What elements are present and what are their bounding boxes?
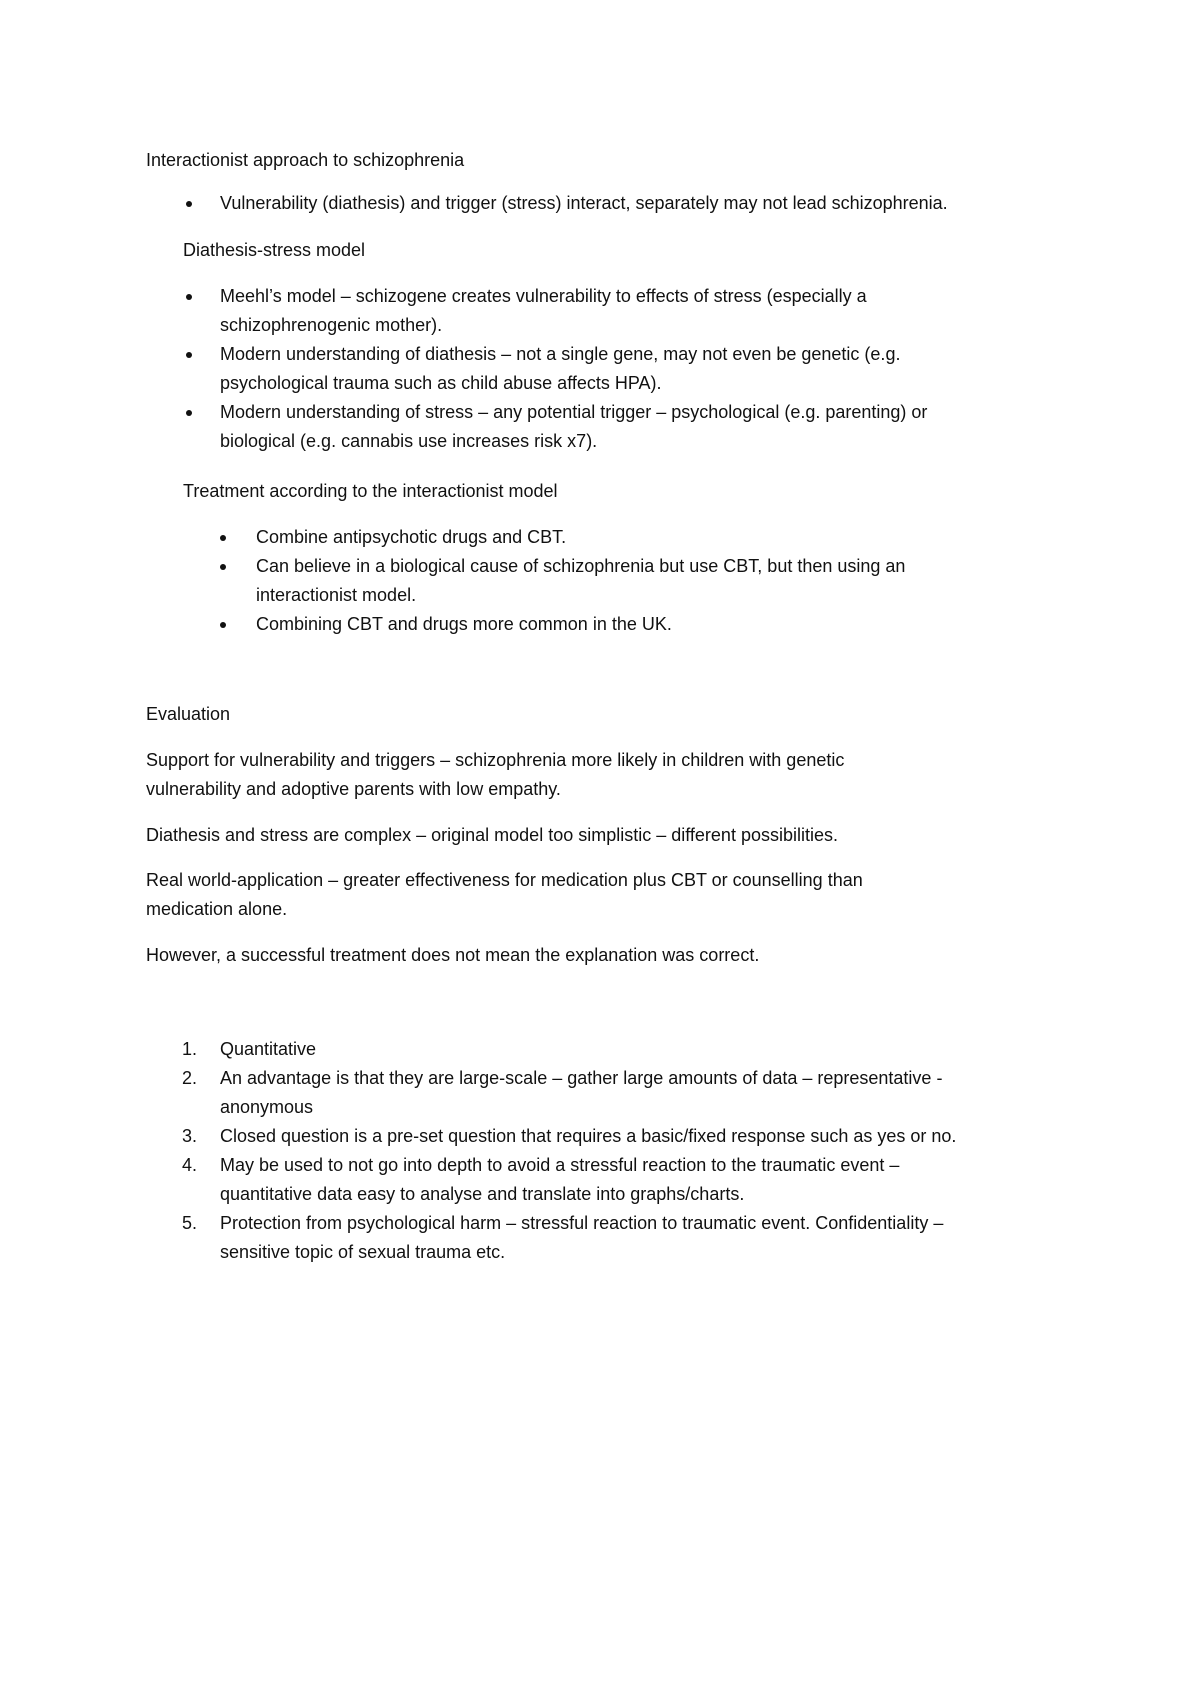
list-item — [146, 1122, 956, 1151]
diathesis-bullet-list — [146, 282, 927, 456]
list-item-text: Meehl’s model – schizogene creates vulnerability to effects of stress (especially a — [220, 286, 867, 306]
list-item — [146, 1035, 956, 1064]
list-item-text: Modern understanding of stress – any potential trigger – psychological (e.g. parenting) or — [220, 402, 928, 422]
bullet-icon — [186, 352, 192, 358]
list-item-text: quantitative data easy to analyse and translate into graphs/charts. — [220, 1184, 745, 1204]
list-item — [146, 1064, 956, 1122]
list-item-text: Quantitative — [220, 1039, 317, 1059]
list-item-text: An advantage is that they are large-scale – gather large amounts of data – representative - — [220, 1068, 943, 1088]
paragraph-line: medication alone. — [146, 899, 288, 919]
bullet-icon — [186, 410, 192, 416]
evaluation-paragraph — [146, 821, 838, 850]
section-heading-diathesis: Diathesis-stress model — [183, 240, 366, 260]
document-title: Interactionist approach to schizophrenia — [146, 150, 465, 170]
section-heading-evaluation: Evaluation — [146, 704, 231, 724]
evaluation-paragraph — [146, 941, 759, 970]
paragraph-line: However, a successful treatment does not mean the explanation was correct. — [146, 945, 760, 965]
list-item-text: Can believe in a biological cause of schizophrenia but use CBT, but then using an — [256, 556, 906, 576]
evaluation-paragraph — [146, 746, 844, 804]
list-item — [146, 340, 927, 398]
paragraph-line: Real world-application – greater effectiveness for medication plus CBT or counselling than — [146, 870, 863, 890]
evaluation-paragraph — [146, 866, 863, 924]
list-item-text: biological (e.g. cannabis use increases risk x7). — [220, 431, 598, 451]
list-item-text: May be used to not go into depth to avoid a stressful reaction to the traumatic event – — [220, 1155, 900, 1175]
list-number: 2. — [182, 1068, 198, 1088]
list-item-text: psychological trauma such as child abuse affects HPA). — [220, 373, 662, 393]
list-item-text: Combining CBT and drugs more common in the UK. — [256, 614, 672, 634]
list-item — [146, 610, 905, 639]
list-item-text: Closed question is a pre-set question that requires a basic/fixed response such as yes or no. — [220, 1126, 957, 1146]
list-item — [146, 282, 927, 340]
list-item-text: anonymous — [220, 1097, 314, 1117]
list-item — [146, 1209, 956, 1267]
section-heading-treatment: Treatment according to the interactionist model — [183, 481, 558, 501]
list-item-text: sensitive topic of sexual trauma etc. — [220, 1242, 506, 1262]
list-item — [146, 1151, 956, 1209]
bullet-icon — [220, 564, 226, 570]
list-number: 5. — [182, 1213, 198, 1233]
list-number: 3. — [182, 1126, 198, 1146]
numbered-list — [146, 1035, 956, 1267]
paragraph-line: Diathesis and stress are complex – original model too simplistic – different possibilities. — [146, 825, 838, 845]
list-item — [146, 552, 905, 610]
list-item-text: Protection from psychological harm – stressful reaction to traumatic event. Confidentiality – — [220, 1213, 944, 1233]
list-item-text: interactionist model. — [256, 585, 417, 605]
list-item — [146, 189, 948, 218]
treatment-bullet-list — [146, 523, 905, 639]
intro-bullet-list — [146, 189, 948, 218]
bullet-icon — [220, 535, 226, 541]
list-number: 1. — [182, 1039, 198, 1059]
bullet-icon — [186, 201, 192, 207]
list-item-text: Modern understanding of diathesis – not a single gene, may not even be genetic (e.g. — [220, 344, 901, 364]
list-item — [146, 523, 905, 552]
paragraph-line: vulnerability and adoptive parents with low empathy. — [146, 779, 561, 799]
list-item — [146, 398, 927, 456]
bullet-icon — [220, 622, 226, 628]
list-item-text: Vulnerability (diathesis) and trigger (stress) interact, separately may not lead schizophrenia. — [220, 193, 948, 213]
list-item-text: schizophrenogenic mother). — [220, 315, 443, 335]
bullet-icon — [186, 294, 192, 300]
list-number: 4. — [182, 1155, 198, 1175]
paragraph-line: Support for vulnerability and triggers – schizophrenia more likely in children with genetic — [146, 750, 845, 770]
list-item-text: Combine antipsychotic drugs and CBT. — [256, 527, 567, 547]
